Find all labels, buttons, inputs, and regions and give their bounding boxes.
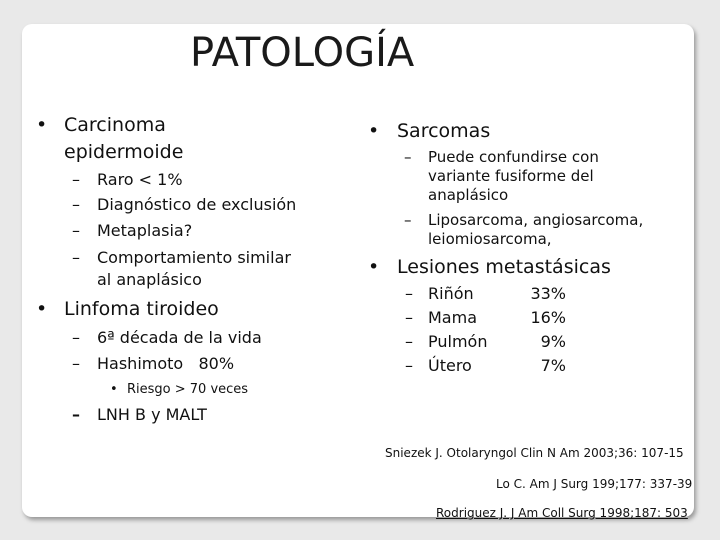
dash-icon: – xyxy=(72,248,80,267)
sarcomas-heading: Sarcomas xyxy=(397,120,491,142)
sarcomas-item-1-line2: variante fusiforme del xyxy=(428,167,594,185)
dash-icon: – xyxy=(72,221,80,240)
metastasis-heading: Lesiones metastásicas xyxy=(397,256,611,278)
linfoma-heading: Linfoma tiroideo xyxy=(64,298,219,320)
carcinoma-heading-line2: epidermoide xyxy=(64,141,184,163)
slide-title: PATOLOGÍA xyxy=(190,30,415,76)
carcinoma-item-3: Metaplasia? xyxy=(97,221,193,240)
carcinoma-item-1: Raro < 1% xyxy=(97,170,183,189)
bullet-icon: • xyxy=(368,256,380,278)
reference-1: Sniezek J. Otolaryngol Clin N Am 2003;36: 107-15 xyxy=(385,446,684,460)
sarcomas-item-2-line1: Liposarcoma, angiosarcoma, xyxy=(428,211,644,229)
dash-icon: – xyxy=(405,332,413,351)
dash-icon: – xyxy=(72,170,80,189)
metastasis-pct-2: 16% xyxy=(530,308,566,327)
linfoma-item-3: LNH B y MALT xyxy=(97,405,207,424)
dash-icon: – xyxy=(405,356,413,375)
metastasis-organ-2: Mama xyxy=(428,308,477,327)
linfoma-subitem: Riesgo > 70 veces xyxy=(127,382,249,397)
carcinoma-item-2: Diagnóstico de exclusión xyxy=(97,195,297,214)
metastasis-pct-1: 33% xyxy=(530,284,566,303)
metastasis-pct-3: 9% xyxy=(540,332,566,351)
dash-icon: – xyxy=(72,328,80,347)
carcinoma-heading-line1: Carcinoma xyxy=(64,114,166,136)
dash-icon: – xyxy=(72,354,80,373)
metastasis-organ-3: Pulmón xyxy=(428,332,488,351)
metastasis-pct-4: 7% xyxy=(540,356,566,375)
carcinoma-item-4-cont: al anaplásico xyxy=(97,270,202,289)
dash-icon: – xyxy=(404,148,412,166)
bullet-icon: • xyxy=(368,120,380,142)
sarcomas-item-1-line3: anaplásico xyxy=(428,186,509,204)
reference-3: Rodriguez J. J Am Coll Surg 1998;187: 503 xyxy=(436,506,688,520)
sarcomas-item-1-line1: Puede confundirse con xyxy=(428,148,599,166)
dash-icon: – xyxy=(72,405,80,424)
carcinoma-item-4: Comportamiento similar xyxy=(97,248,291,267)
linfoma-item-1: 6ª década de la vida xyxy=(97,328,262,347)
dash-icon: – xyxy=(404,211,412,229)
metastasis-organ-4: Útero xyxy=(428,356,472,375)
dash-icon: – xyxy=(72,195,80,214)
dash-icon: – xyxy=(405,308,413,327)
reference-2: Lo C. Am J Surg 199;177: 337-39 xyxy=(496,477,693,491)
bullet-icon: • xyxy=(36,298,48,320)
linfoma-item-2: Hashimoto 80% xyxy=(97,354,235,373)
bullet-icon: • xyxy=(110,382,118,397)
metastasis-organ-1: Riñón xyxy=(428,284,474,303)
bullet-icon: • xyxy=(36,114,48,136)
dash-icon: – xyxy=(405,284,413,303)
sarcomas-item-2-line2: leiomiosarcoma, xyxy=(428,230,552,248)
